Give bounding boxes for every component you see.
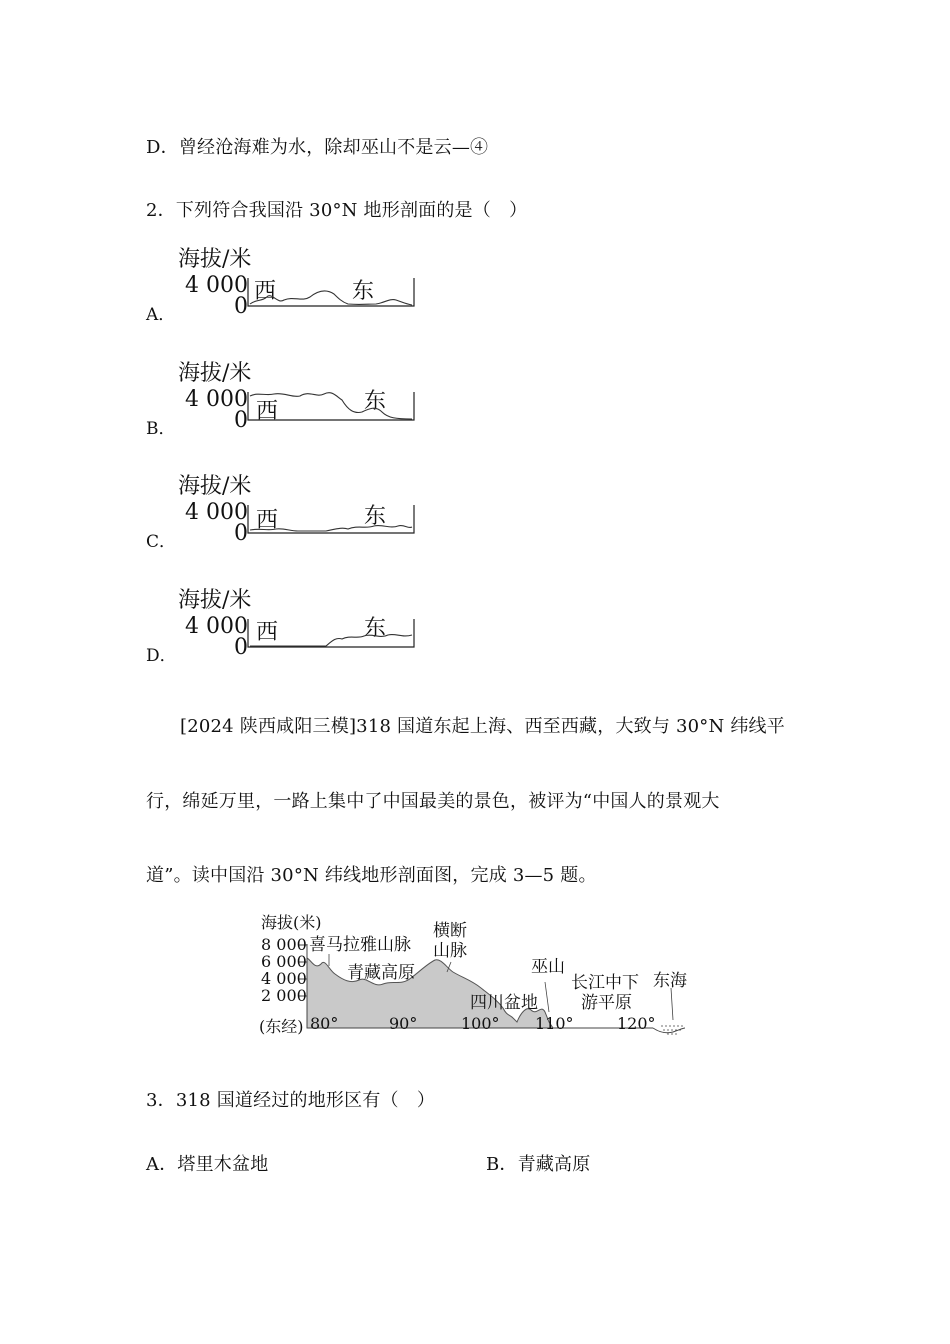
- figure-y-label: 海拔(米): [261, 913, 322, 932]
- figure-ytick-2000: 2 000: [261, 986, 307, 1005]
- profile-y-label: 海拔/米: [178, 588, 252, 613]
- label-hengduan-2: 山脉: [433, 941, 467, 961]
- label-hengduan-1: 横断: [433, 921, 467, 941]
- profile-east-label: 东: [352, 279, 375, 304]
- profile-c-chart: [176, 469, 426, 541]
- figure-ytick-6000: 6 000: [261, 952, 307, 971]
- profile-west-label: 西: [256, 399, 279, 424]
- figure-xtick-80: 80°: [310, 1014, 339, 1033]
- label-changjiang-1: 长江中下: [571, 973, 639, 993]
- profile-y-label: 海拔/米: [178, 361, 252, 386]
- q2-option-a-label: A．: [146, 305, 176, 325]
- label-himalaya: 喜马拉雅山脉: [309, 935, 411, 955]
- profile-tick-0: 0: [234, 408, 248, 433]
- profile-b-chart: [176, 356, 426, 428]
- q3-option-b: B．青藏高原: [486, 1154, 591, 1175]
- terrain-profile-figure: [255, 908, 695, 1038]
- passage-line-2: 行，绵延万里，一路上集中了中国最美的景色，被评为“中国人的景观大: [146, 791, 720, 812]
- profile-d-chart: [176, 583, 426, 655]
- figure-ytick-4000: 4 000: [261, 969, 307, 988]
- q2-option-c-profile: [176, 469, 426, 546]
- q2-stem: 2．下列符合我国沿 30°N 地形剖面的是（ ）: [146, 200, 528, 221]
- profile-east-label: 东: [364, 389, 387, 414]
- figure-xtick-110: 110°: [535, 1014, 574, 1033]
- figure-x-label: (东经): [259, 1017, 304, 1036]
- q2-option-d-label: D．: [146, 646, 177, 666]
- figure-xtick-90: 90°: [389, 1014, 418, 1033]
- q2-option-d-profile: [176, 583, 426, 660]
- profile-west-label: 西: [256, 620, 279, 645]
- q3-option-a: A．塔里木盆地: [146, 1154, 269, 1175]
- passage-line-1: [2024 陕西咸阳三模]318 国道东起上海、西至西藏，大致与 30°N 纬线平: [180, 716, 785, 737]
- figure-xtick-120: 120°: [617, 1014, 656, 1033]
- profile-west-label: 西: [254, 279, 277, 304]
- profile-tick-0: 0: [234, 521, 248, 546]
- profile-east-label: 东: [364, 504, 387, 529]
- profile-tick-4000: 4 000: [185, 500, 248, 525]
- figure-xtick-100: 100°: [461, 1014, 500, 1033]
- profile-y-label: 海拔/米: [178, 474, 252, 499]
- profile-tick-0: 0: [234, 294, 248, 319]
- q3-stem: 3．318 国道经过的地形区有（ ）: [146, 1090, 436, 1111]
- profile-tick-4000: 4 000: [185, 273, 248, 298]
- q2-option-a-profile: [176, 242, 426, 319]
- profile-tick-0: 0: [234, 635, 248, 660]
- label-wushan: 巫山: [531, 957, 565, 977]
- label-qingzang: 青藏高原: [347, 963, 415, 983]
- q2-option-b-label: B．: [146, 419, 176, 439]
- q1-option-d: D．曾经沧海难为水，除却巫山不是云—④: [146, 137, 489, 158]
- label-changjiang-2: 游平原: [581, 993, 632, 1013]
- label-sichuan: 四川盆地: [470, 993, 538, 1013]
- profile-tick-4000: 4 000: [185, 387, 248, 412]
- profile-tick-4000: 4 000: [185, 614, 248, 639]
- passage-line-3: 道”。读中国沿 30°N 纬线地形剖面图，完成 3—5 题。: [146, 865, 597, 886]
- figure-ytick-8000: 8 000: [261, 935, 307, 954]
- q2-option-c-label: C．: [146, 532, 177, 552]
- label-donghai: 东海: [653, 971, 687, 991]
- profile-east-label: 东: [364, 616, 387, 641]
- profile-west-label: 西: [256, 508, 279, 533]
- q2-option-b-profile: [176, 356, 426, 433]
- profile-y-label: 海拔/米: [178, 247, 252, 272]
- profile-a-chart: [176, 242, 426, 314]
